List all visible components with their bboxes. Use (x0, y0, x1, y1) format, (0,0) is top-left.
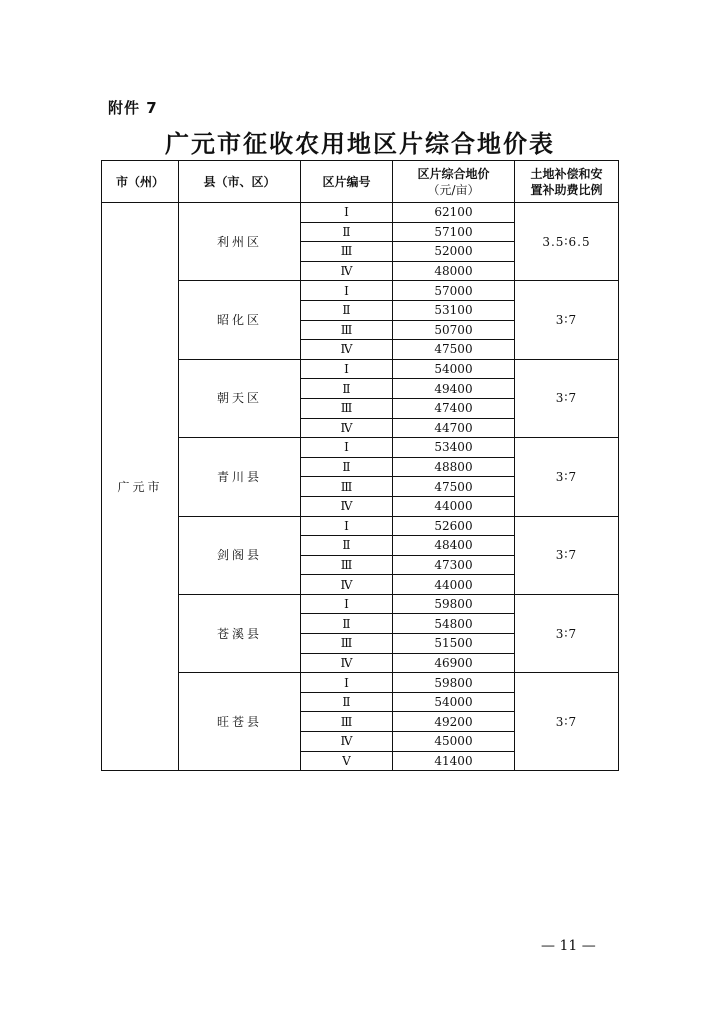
zone-cell: Ⅰ (301, 281, 393, 301)
ratio-cell: 3∶7 (515, 438, 619, 516)
ratio-cell: 3∶7 (515, 673, 619, 771)
price-cell: 44000 (393, 496, 515, 516)
price-cell: 50700 (393, 320, 515, 340)
header-city: 市（州） (102, 161, 179, 203)
zone-cell: Ⅰ (301, 594, 393, 614)
zone-cell: Ⅲ (301, 242, 393, 262)
price-cell: 53400 (393, 438, 515, 458)
table-row (102, 673, 619, 693)
price-cell: 53100 (393, 300, 515, 320)
table-row (102, 594, 619, 614)
header-ratio-line1: 土地补偿和安 (530, 166, 603, 181)
price-cell: 52600 (393, 516, 515, 536)
zone-cell: Ⅱ (301, 457, 393, 477)
price-cell: 62100 (393, 203, 515, 223)
zone-cell: Ⅰ (301, 673, 393, 693)
header-ratio-line2: 置补助费比例 (530, 182, 603, 197)
price-cell: 51500 (393, 634, 515, 654)
ratio-cell: 3.5∶6.5 (515, 203, 619, 281)
zone-cell: Ⅳ (301, 340, 393, 360)
price-cell: 54000 (393, 359, 515, 379)
price-cell: 44000 (393, 575, 515, 595)
price-cell: 49200 (393, 712, 515, 732)
zone-cell: Ⅲ (301, 712, 393, 732)
zone-cell: Ⅲ (301, 634, 393, 654)
price-cell: 47500 (393, 340, 515, 360)
price-cell: 54800 (393, 614, 515, 634)
table-header-row (102, 161, 619, 203)
zone-cell: Ⅳ (301, 732, 393, 752)
zone-cell: Ⅳ (301, 575, 393, 595)
county-cell: 利州区 (179, 203, 301, 281)
header-zone-no: 区片编号 (301, 161, 393, 203)
table-body (102, 203, 619, 771)
zone-cell: Ⅰ (301, 516, 393, 536)
zone-cell: Ⅳ (301, 418, 393, 438)
price-cell: 44700 (393, 418, 515, 438)
zone-cell: Ⅲ (301, 398, 393, 418)
price-cell: 48400 (393, 536, 515, 556)
county-cell: 青川县 (179, 438, 301, 516)
zone-cell: Ⅳ (301, 496, 393, 516)
county-cell: 昭化区 (179, 281, 301, 359)
zone-cell: Ⅱ (301, 379, 393, 399)
zone-cell: Ⅳ (301, 653, 393, 673)
zone-cell: Ⅲ (301, 555, 393, 575)
zone-cell: Ⅰ (301, 359, 393, 379)
zone-cell: Ⅴ (301, 751, 393, 771)
price-cell: 57100 (393, 222, 515, 242)
city-cell: 广元市 (102, 203, 179, 771)
price-cell: 57000 (393, 281, 515, 301)
zone-cell: Ⅳ (301, 261, 393, 281)
price-cell: 52000 (393, 242, 515, 262)
table-row (102, 359, 619, 379)
header-price-line2: （元/亩） (427, 182, 480, 197)
ratio-cell: 3∶7 (515, 281, 619, 359)
price-cell: 59800 (393, 594, 515, 614)
price-cell: 48800 (393, 457, 515, 477)
header-price-line1: 区片综合地价 (417, 166, 490, 181)
zone-cell: Ⅱ (301, 692, 393, 712)
table-row (102, 203, 619, 223)
zone-cell: Ⅲ (301, 320, 393, 340)
price-cell: 47400 (393, 398, 515, 418)
zone-cell: Ⅰ (301, 438, 393, 458)
header-county: 县（市、区） (179, 161, 301, 203)
header-price (393, 161, 515, 203)
county-cell: 旺苍县 (179, 673, 301, 771)
zone-cell: Ⅱ (301, 614, 393, 634)
price-cell: 49400 (393, 379, 515, 399)
county-cell: 剑阁县 (179, 516, 301, 594)
price-cell: 46900 (393, 653, 515, 673)
table-row (102, 516, 619, 536)
zone-cell: Ⅱ (301, 222, 393, 242)
header-ratio (515, 161, 619, 203)
table-row (102, 281, 619, 301)
price-cell: 41400 (393, 751, 515, 771)
ratio-cell: 3∶7 (515, 516, 619, 594)
price-cell: 47500 (393, 477, 515, 497)
zone-cell: Ⅲ (301, 477, 393, 497)
price-cell: 59800 (393, 673, 515, 693)
page-number: — 11 — (541, 938, 596, 954)
ratio-cell: 3∶7 (515, 359, 619, 437)
zone-cell: Ⅱ (301, 536, 393, 556)
price-cell: 45000 (393, 732, 515, 752)
ratio-cell: 3∶7 (515, 594, 619, 672)
document-title: 广元市征收农用地区片综合地价表 (165, 129, 555, 158)
table-row (102, 438, 619, 458)
county-cell: 朝天区 (179, 359, 301, 437)
land-price-table (101, 160, 619, 771)
price-cell: 48000 (393, 261, 515, 281)
zone-cell: Ⅱ (301, 300, 393, 320)
attachment-label: 附件 7 (108, 99, 158, 117)
zone-cell: Ⅰ (301, 203, 393, 223)
price-cell: 54000 (393, 692, 515, 712)
price-cell: 47300 (393, 555, 515, 575)
county-cell: 苍溪县 (179, 594, 301, 672)
